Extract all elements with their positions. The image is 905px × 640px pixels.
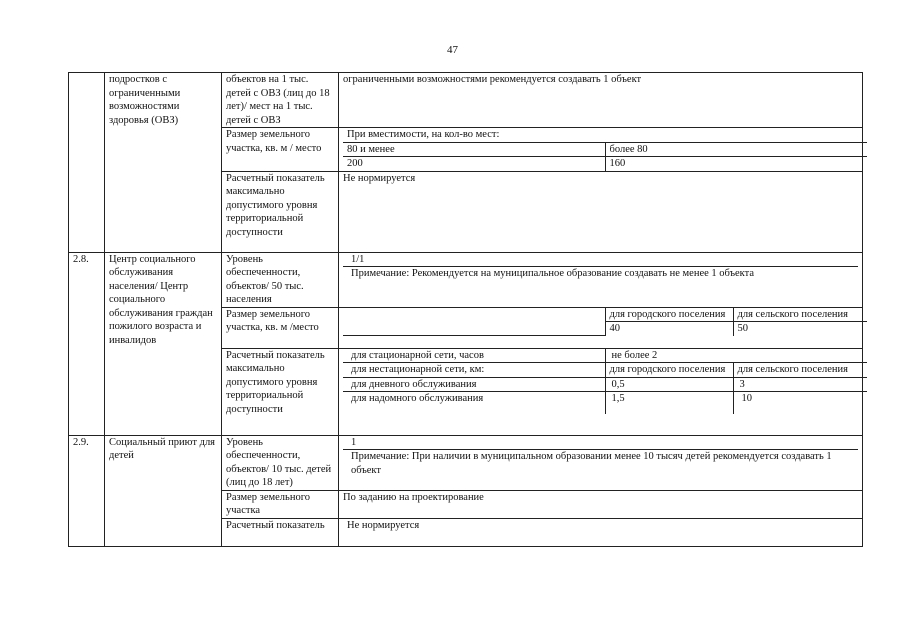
calc-label: Расчетный показатель максимально допустимого уровня территориальной доступности — [222, 171, 339, 252]
table-row — [69, 73, 863, 128]
object-name: Социальный приют для детей — [105, 435, 222, 546]
calc-subtable — [343, 349, 867, 415]
page-number: 47 — [447, 44, 458, 56]
calc-value: Не нормируется — [339, 518, 863, 546]
level-label: Уровень обеспеченности, объектов/ 10 тыс. детей (лиц до 18 лет) — [222, 435, 339, 490]
land-subtable — [343, 128, 867, 171]
stationary-value: не более 2 — [605, 349, 867, 363]
calc-label: Расчетный показатель максимально допустимого уровня территориальной доступности — [222, 348, 339, 435]
land-label: Размер земельного участка — [222, 490, 339, 518]
level-label: Уровень обеспеченности, объектов/ 50 тыс. населения — [222, 252, 339, 307]
land-col: для городского поселения — [605, 308, 733, 322]
level-subtable — [343, 436, 858, 489]
day-val: 3 — [733, 377, 867, 392]
nonstationary-col: для сельского поселения — [733, 363, 867, 378]
day-val: 0,5 — [605, 377, 733, 392]
level-value: 1 — [343, 436, 858, 450]
home-label: для надомного обслуживания — [343, 392, 605, 415]
object-name: Центр социального обслуживания населения/ Центр социального обслуживания граждан пожилого возраста и инвалидов — [105, 252, 222, 435]
day-label: для дневного обслуживания — [343, 377, 605, 392]
land-val: 40 — [605, 322, 733, 336]
level-value: 1/1 — [343, 253, 858, 267]
land-val: 200 — [343, 157, 605, 171]
level-note: Примечание: При наличии в муниципальном образовании менее 10 тысяч детей рекомендуется создавать 1 объект — [343, 450, 858, 489]
land-label: Размер земельного участка, кв. м /место — [222, 307, 339, 348]
table-row — [69, 435, 863, 490]
norms-table — [68, 72, 863, 547]
table-row — [69, 252, 863, 307]
land-header: При вместимости, на кол-во мест: — [343, 128, 867, 142]
home-val: 1,5 — [605, 392, 733, 415]
level-subtable — [343, 253, 858, 306]
nonstationary-label: для нестационарной сети, км: — [343, 363, 605, 378]
level-label: объектов на 1 тыс. детей с ОВЗ (лиц до 18 лет)/ мест на 1 тыс. детей с ОВЗ — [222, 73, 339, 128]
level-note: Примечание: Рекомендуется на муниципальное образование создавать не менее 1 объекта — [343, 267, 858, 306]
land-col: 80 и менее — [343, 142, 605, 157]
calc-label: Расчетный показатель — [222, 518, 339, 546]
nonstationary-col: для городского поселения — [605, 363, 733, 378]
object-name: подростков с ограниченными возможностями здоровья (ОВЗ) — [105, 73, 222, 253]
home-val: 10 — [733, 392, 867, 415]
land-value: По заданию на проектирование — [339, 490, 863, 518]
row-number — [69, 73, 105, 253]
land-label: Размер земельного участка, кв. м / место — [222, 128, 339, 172]
stationary-label: для стационарной сети, часов — [343, 349, 605, 363]
level-value: ограниченными возможностями рекомендуется создавать 1 объект — [339, 73, 863, 128]
land-col: более 80 — [605, 142, 867, 157]
calc-value: Не нормируется — [339, 171, 863, 252]
land-col: для сельского поселения — [733, 308, 867, 322]
land-val: 50 — [733, 322, 867, 336]
row-number: 2.8. — [69, 252, 105, 435]
land-subtable — [343, 308, 867, 337]
land-val: 160 — [605, 157, 867, 171]
row-number: 2.9. — [69, 435, 105, 546]
